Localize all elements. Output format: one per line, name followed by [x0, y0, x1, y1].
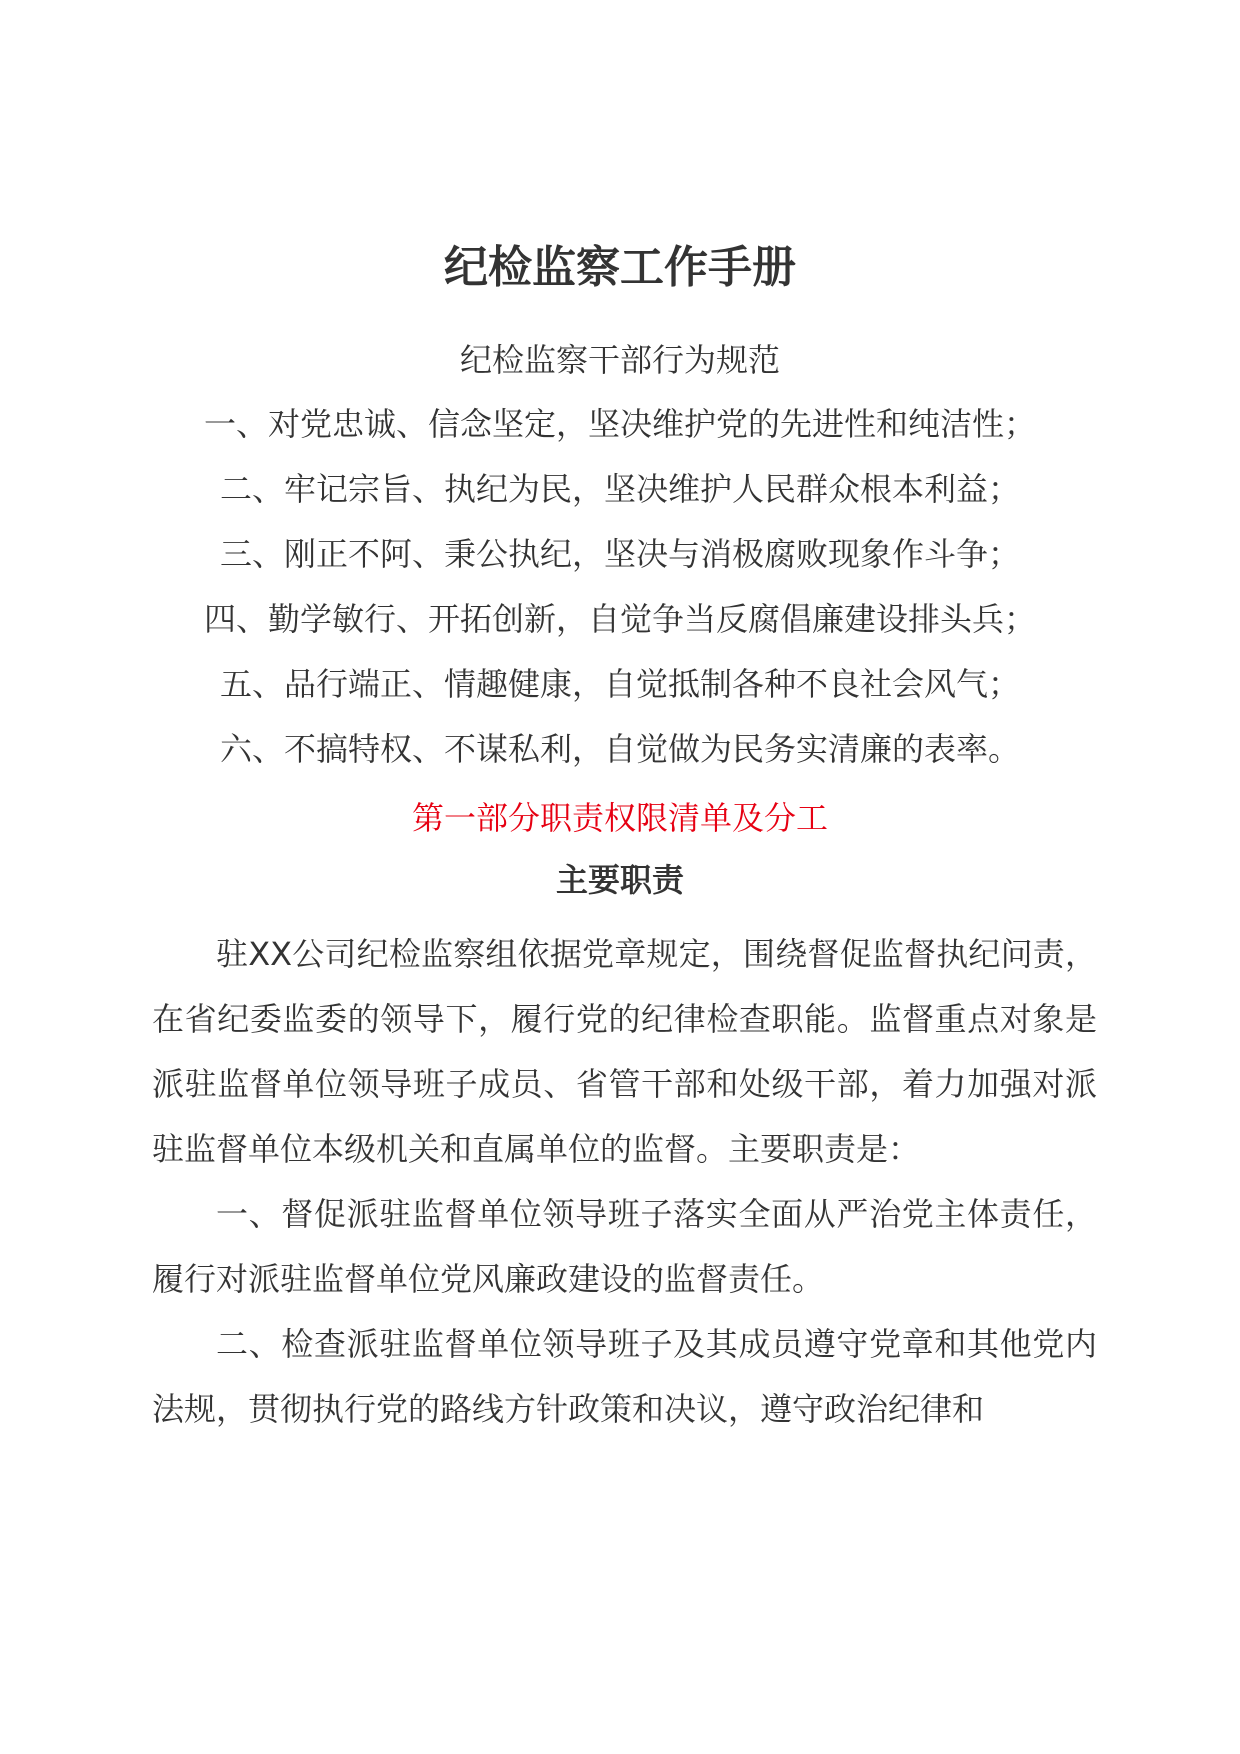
- body-paragraph: 一、督促派驻监督单位领导班子落实全面从严治党主体责任，履行对派驻监督单位党风廉政建设的监督责任。: [152, 1195, 1097, 1298]
- norm-item: 六、不搞特权、不谋私利，自觉做为民务实清廉的表率。: [219, 730, 1020, 768]
- body-paragraph: 驻XX公司纪检监察组依据党章规定，围绕督促监督执纪问责，在省纪委监委的领导下，履行党的纪律检查职能。监督重点对象是派驻监督单位领导班子成员、省管干部和处级干部，着力加强对派驻监督单位本级机关和直属单位的监督。主要职责是：: [152, 935, 1097, 1168]
- document-title: 纪检监察工作手册: [444, 242, 796, 293]
- body-paragraph: 二、检查派驻监督单位领导班子及其成员遵守党章和其他党内法规，贯彻执行党的路线方针政策和决议，遵守政治纪律和: [152, 1325, 1097, 1428]
- norm-item: 一、对党忠诚、信念坚定，坚决维护党的先进性和纯洁性；: [203, 405, 1036, 443]
- conduct-norms-list: [0, 402, 1240, 792]
- section-title: 第一部分职责权限清单及分工: [411, 799, 828, 837]
- subsection-title: 主要职责: [555, 861, 684, 899]
- document-subtitle: 纪检监察干部行为规范: [459, 341, 780, 379]
- norm-item: 三、刚正不阿、秉公执纪，坚决与消极腐败现象作斗争；: [219, 535, 1020, 573]
- norm-item: 四、勤学敏行、开拓创新，自觉争当反腐倡廉建设排头兵；: [203, 600, 1036, 638]
- norm-item: 二、牢记宗旨、执纪为民，坚决维护人民群众根本利益；: [219, 470, 1020, 508]
- document-body: [152, 922, 1097, 1442]
- norm-item: 五、品行端正、情趣健康，自觉抵制各种不良社会风气；: [219, 665, 1020, 703]
